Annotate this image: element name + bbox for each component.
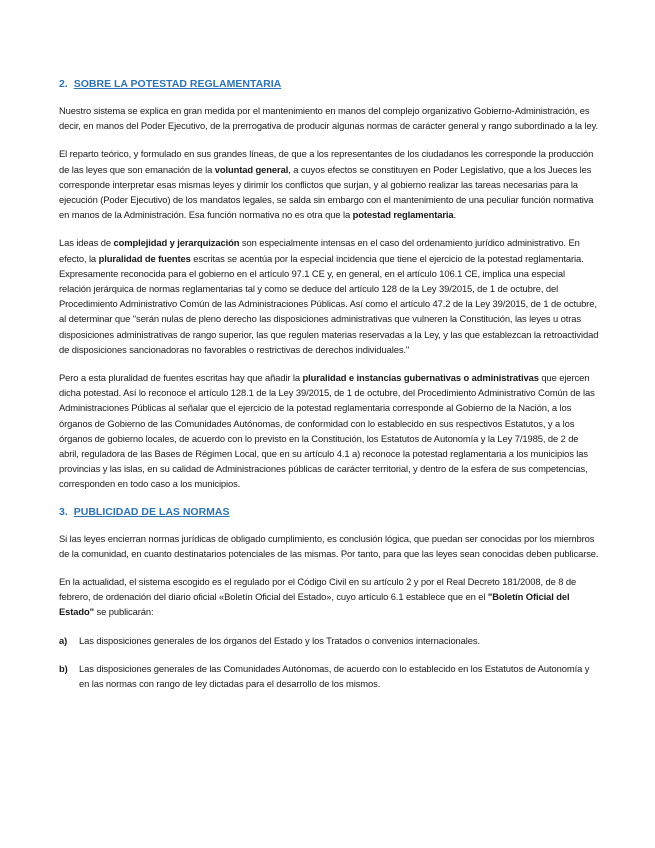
bold-term-voluntad-general: voluntad general xyxy=(214,163,289,175)
list-marker: a) xyxy=(59,634,68,646)
list-marker: b) xyxy=(59,662,68,674)
list-item xyxy=(59,661,599,691)
text-run: son especialmente intensas en el caso del ordenamiento jurídico administrativo. En efecto, la xyxy=(59,237,580,264)
section-3-heading xyxy=(59,505,599,519)
list-item-text: Las disposiciones generales de los órganos del Estado y los Tratados o convenios internacionales. xyxy=(79,634,480,646)
text-run: , a cuyos efectos se constituyen en Poder Legislativo, que a los Jueces les corresponde interpretar esas mismas leyes y dirimir los conflictos que surjan, y al gobierno realizar las tareas necesarias para la ejecución (Poder Ejecutivo) de los mandatos legales, se salda sin embargo con el mantenimiento de una peculiar función normativa en manos de la Administración. Esa función normativa no es otra que la xyxy=(59,163,594,221)
list-item xyxy=(59,633,599,648)
section-2-paragraph-4 xyxy=(59,370,599,492)
bold-term-boe: "Boletín Oficial del Estado" xyxy=(59,591,570,618)
text-run: . xyxy=(453,209,457,221)
section-3-title: PUBLICIDAD DE LAS NORMAS xyxy=(73,505,230,518)
section-2-heading xyxy=(59,77,599,91)
section-2-paragraph-3 xyxy=(59,235,599,357)
section-2-title: SOBRE LA POTESTAD REGLAMENTARIA xyxy=(73,78,282,90)
section-2-number: 2. xyxy=(59,78,68,90)
section-3-paragraph-2 xyxy=(59,574,599,620)
text-run: que ejercen dicha potestad. Así lo reconoce el artículo 128.1 de la Ley 39/2015, de 1 de octubre, del Procedimiento Administrativo Común de las Administraciones Públicas al señalar que el ejercicio de la potestad reglamentaria corresponde al Gobierno de la Nación, a los órganos de Gobierno de las Comunidades Autónomas, de conformidad con lo establecido en sus respectivos Estatutos, y a los órganos de gobierno locales, de acuerdo con lo previsto en la Constitución, los Estatutos de Autonomía y la Ley 7/1985, de 2 de abril, reguladora de las Bases de Régimen Local, que en su artículo 4.1 a) reconoce la potestad reglamentaria a los municipios las provincias y las islas, en su calidad de Administraciones públicas de carácter territorial, y dentro de la esfera de sus competencias, corresponden en todo caso a los municipios. xyxy=(59,372,595,490)
text-run: se publicarán: xyxy=(94,606,154,618)
text-run: En la actualidad, el sistema escogido es el regulado por el Código Civil en su artículo 2 y por el Real Decreto 181/2008, de 8 de febrero, de ordenación del diario oficial «Boletín Oficial del Estado», cuyo artículo 6.1 establece que en el xyxy=(59,576,577,603)
text-run: escritas se acentúa por la especial incidencia que tiene el ejercicio de la potestad reglamentaria. Expresamente reconocida para el gobierno en el artículo 97.1 CE y, en general, en el artículo 106.1 CE, implica una especial relación jerárquica de normas reglamentarias tal y como se deduce del artículo 128 de la Ley 39/2015, de 1 de octubre, del Procedimiento Administrativo Común de las Administraciones Públicas. Así como el artículo 47.2 de la Ley 39/2015, de 1 de octubre, al determinar que "serán nulas de pleno derecho las disposiciones administrativas que vulneren la Constitución, las leyes u otras disposiciones administrativas de rango superior, las que regulen materias reservadas a la Ley, y las que establezcan la retroactividad de disposiciones sancionadoras no favorables o restrictivas de derechos individuales." xyxy=(59,252,599,355)
bold-term-potestad-reglamentaria: potestad reglamentaria xyxy=(352,209,454,221)
section-2-paragraph-1: Nuestro sistema se explica en gran medida por el mantenimiento en manos del complejo organizativo Gobierno-Administración, es decir, en manos del Poder Ejecutivo, de la prerrogativa de producir algunas normas de carácter general y rango subordinado a la ley. xyxy=(59,105,599,132)
section-3-paragraph-1: Si las leyes encierran normas jurídicas de obligado cumplimiento, es conclusión lógica, que puedan ser conocidas por los miembros de la comunidad, en cuanto destinatarios potenciales de las mismas. Por tanto, para que las leyes sean conocidas deben publicarse. xyxy=(59,532,599,559)
list-item-text: Las disposiciones generales de las Comunidades Autónomas, de acuerdo con lo establecido en los Estatutos de Autonomía y en las normas con rango de ley dictadas para el desarrollo de los mismos. xyxy=(79,662,590,690)
text-run: El reparto teórico, y formulado en sus grandes líneas, de que a los representantes de los ciudadanos les corresponde la producción de las leyes que son emanación de la xyxy=(59,148,594,175)
section-3-number: 3. xyxy=(59,505,68,518)
text-run: Las ideas de xyxy=(59,237,114,249)
document-content xyxy=(59,77,599,704)
bold-term-pluralidad-fuentes: pluralidad de fuentes xyxy=(98,252,191,264)
bold-term-complejidad: complejidad y jerarquización xyxy=(113,237,240,249)
text-run: Pero a esta pluralidad de fuentes escritas hay que añadir la xyxy=(59,372,303,384)
section-2-paragraph-2 xyxy=(59,146,599,222)
bold-term-pluralidad-instancias: pluralidad e instancias gubernativas o administrativas xyxy=(302,372,539,384)
